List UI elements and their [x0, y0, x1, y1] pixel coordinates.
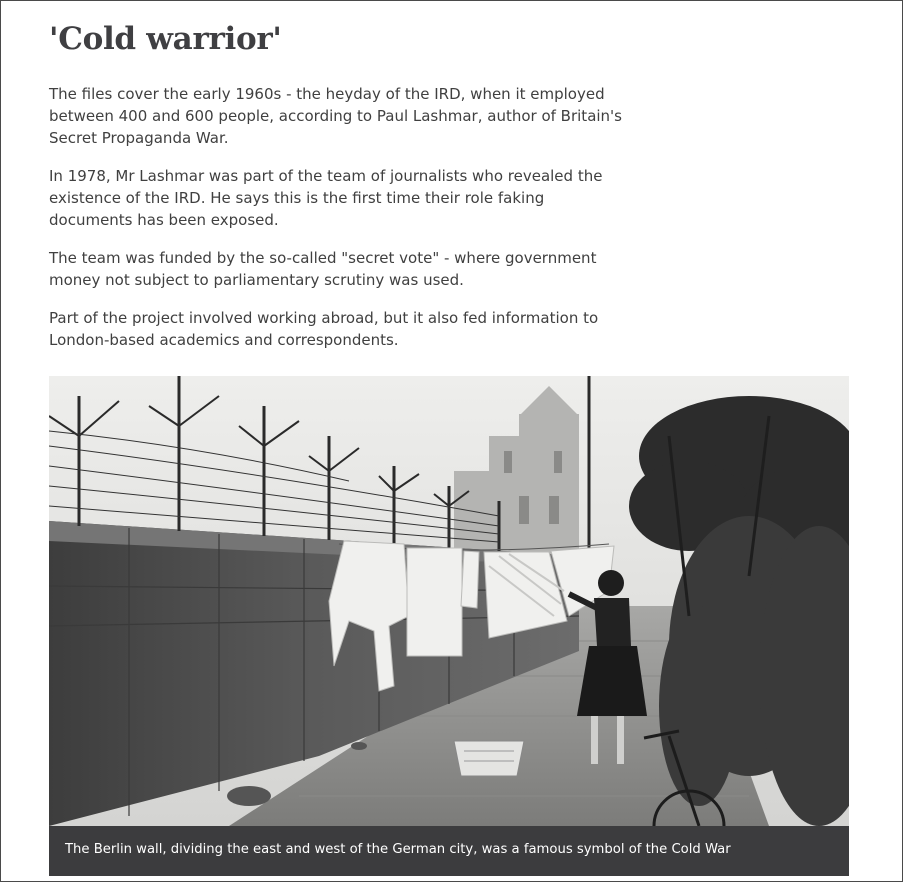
berlin-wall-photo: [49, 376, 849, 876]
paragraph: The files cover the early 1960s - the heyday of the IRD, when it employed between 400 and 600 people, according to Paul Lashmar, author of Britain's Secret Propaganda War.: [49, 85, 622, 147]
paragraph: Part of the project involved working abroad, but it also fed information to London-based academics and correspondents.: [49, 309, 599, 349]
paragraph: The team was funded by the so-called "secret vote" - where government money not subject to parliamentary scrutiny was used.: [49, 249, 597, 289]
paragraph: In 1978, Mr Lashmar was part of the team of journalists who revealed the existence of the IRD. He says this is the first time their role faking documents has been exposed.: [49, 167, 603, 229]
photo-image: [49, 376, 849, 826]
photo-caption: The Berlin wall, dividing the east and west of the German city, was a famous symbol of the Cold War: [65, 842, 731, 857]
section-heading: 'Cold warrior': [49, 21, 282, 57]
caption-bar: [49, 826, 849, 876]
